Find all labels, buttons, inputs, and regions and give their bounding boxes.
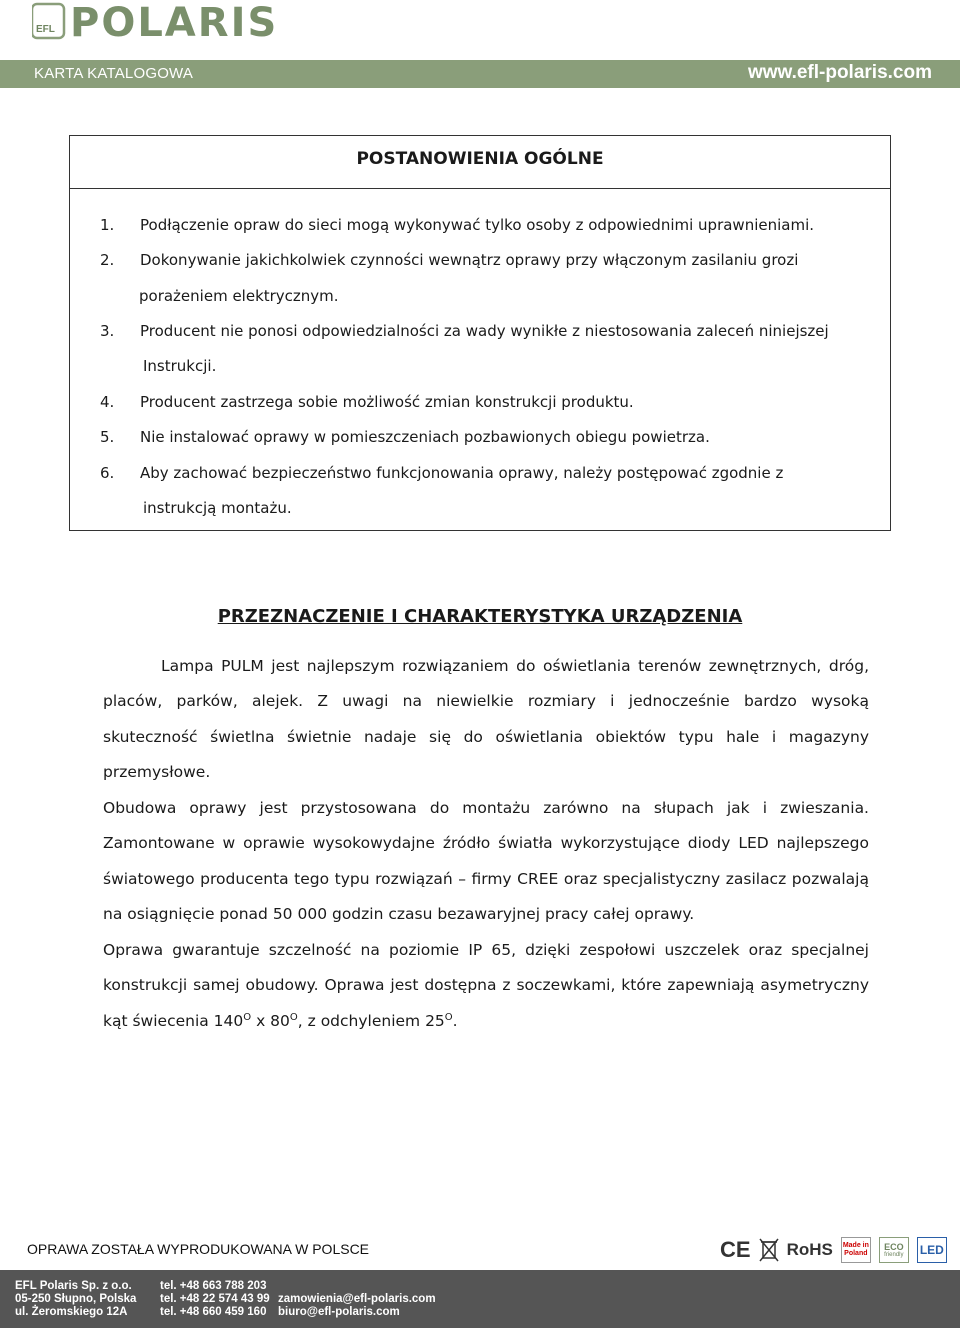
purpose-line: światowego producenta tego typu rozwiązań – firmy CREE oraz specjalistyczny zasilacz pozwalają xyxy=(103,870,869,888)
degree-mark: O xyxy=(444,1012,453,1023)
provision-text: Producent zastrzega sobie możliwość zmian konstrukcji produktu. xyxy=(140,393,634,411)
purpose-line xyxy=(161,655,869,677)
provision-continuation: instrukcją montażu. xyxy=(143,499,292,517)
provision-number: 2. xyxy=(100,251,115,269)
phone-number[interactable]: tel. +48 22 574 43 99 xyxy=(160,1293,270,1305)
rohs-mark-icon: RoHS xyxy=(786,1240,833,1259)
email-link[interactable]: zamowienia@efl-polaris.com xyxy=(278,1293,436,1305)
angle-text-d: . xyxy=(452,1012,458,1030)
provision-text: Producent nie ponosi odpowiedzialności za wady wynikłe z niestosowania zaleceń niniejszej xyxy=(140,322,829,340)
purpose-line: placów, parków, alejek. Z uwagi na niewielkie rozmiary i jednocześnie bardzo wysoką xyxy=(103,692,869,710)
provisions-title-row xyxy=(70,136,890,189)
phone-number[interactable]: tel. +48 663 788 203 xyxy=(160,1280,267,1292)
footer-bar xyxy=(0,1270,960,1328)
purpose-line: Oprawa gwarantuje szczelność na poziomie IP 65, dzięki zespołowi uszczelek oraz specjalnej xyxy=(103,941,869,959)
footer-phones xyxy=(160,1280,270,1319)
degree-mark: O xyxy=(289,1012,298,1023)
purpose-line: skuteczność świetlna świetnie nadaje się do oświetlania obiektów typu hale i magazyny xyxy=(103,728,869,746)
purpose-line: Obudowa oprawy jest przystosowana do montażu zarówno na słupach jak i zwieszania. xyxy=(103,799,869,817)
badge-text: LED xyxy=(919,1243,944,1257)
provision-number: 3. xyxy=(100,322,115,340)
purpose-line: Zamontowane w oprawie wysokowydajne źródło światła wykorzystujące diody LED najlepszego xyxy=(103,834,869,852)
header-banner xyxy=(0,60,960,88)
purpose-line-last xyxy=(103,1010,869,1032)
degree-mark: O xyxy=(243,1012,252,1023)
logo-efl-text: EFL xyxy=(36,24,55,35)
provision-continuation: porażeniem elektrycznym. xyxy=(139,287,339,305)
badge-text: Poland xyxy=(844,1250,868,1257)
provision-number: 6. xyxy=(100,464,115,482)
ce-mark-icon: CE xyxy=(720,1237,751,1262)
purpose-line: przemysłowe. xyxy=(103,763,211,781)
led-badge xyxy=(917,1237,947,1263)
angle-text-a: kąt świecenia 140 xyxy=(103,1012,244,1030)
purpose-line: na osiągnięcie ponad 50 000 godzin czasu bezawaryjnej pracy całej oprawy. xyxy=(103,905,695,923)
badge-text: ECO xyxy=(884,1241,904,1252)
purpose-line-text: Lampa PULM jest najlepszym rozwiązaniem do oświetlania terenów zewnętrznych, dróg, xyxy=(161,657,869,675)
provision-text: Podłączenie opraw do sieci mogą wykonywać tylko osoby z odpowiednimi uprawnieniami. xyxy=(140,216,815,234)
provision-text: Dokonywanie jakichkolwiek czynności wewnątrz oprawy przy włączonym zasilaniu grozi xyxy=(140,251,799,269)
efl-polaris-logo xyxy=(32,2,372,40)
purpose-section-title: PRZEZNACZENIE I CHARAKTERYSTYKA URZĄDZENIA xyxy=(217,606,743,627)
provision-number: 5. xyxy=(100,428,115,446)
provision-continuation: Instrukcji. xyxy=(143,357,217,375)
made-in-poland-badge xyxy=(841,1237,871,1263)
banner-website-link[interactable]: www.efl-polaris.com xyxy=(747,62,932,83)
angle-text-b: x 80 xyxy=(251,1012,290,1030)
badge-text: Made in xyxy=(842,1242,869,1249)
provision-number: 1. xyxy=(100,216,115,234)
angle-text-c: , z odchyleniem 25 xyxy=(297,1012,445,1030)
company-city: 05-250 Słupno, Polska xyxy=(15,1293,137,1305)
logo-polaris-text: POLARIS xyxy=(70,2,279,40)
purpose-line: konstrukcji samej obudowy. Oprawa jest dostępna z soczewkami, które zapewniają asymetryczny xyxy=(103,976,869,994)
general-provisions-box xyxy=(69,135,891,531)
certification-marks xyxy=(720,1236,947,1264)
eco-friendly-badge xyxy=(879,1237,909,1263)
company-name: EFL Polaris Sp. z o.o. xyxy=(15,1280,132,1292)
weee-bin-icon xyxy=(759,1237,779,1263)
provisions-title: POSTANOWIENIA OGÓLNE xyxy=(356,149,604,169)
provision-text: Nie instalować oprawy w pomieszczeniach pozbawionych obiegu powietrza. xyxy=(140,428,710,446)
company-street: ul. Żeromskiego 12A xyxy=(15,1306,128,1318)
made-in-poland-statement: OPRAWA ZOSTAŁA WYPRODUKOWANA W POLSCE xyxy=(27,1241,370,1257)
phone-number[interactable]: tel. +48 660 459 160 xyxy=(160,1306,267,1318)
footer-company-address xyxy=(15,1280,136,1319)
footer-emails xyxy=(278,1293,436,1319)
provision-number: 4. xyxy=(100,393,115,411)
provision-text: Aby zachować bezpieczeństwo funkcjonowania oprawy, należy postępować zgodnie z xyxy=(140,464,784,482)
email-link[interactable]: biuro@efl-polaris.com xyxy=(278,1306,400,1318)
badge-text: friendly xyxy=(884,1251,904,1258)
banner-catalog-label: KARTA KATALOGOWA xyxy=(34,65,194,82)
